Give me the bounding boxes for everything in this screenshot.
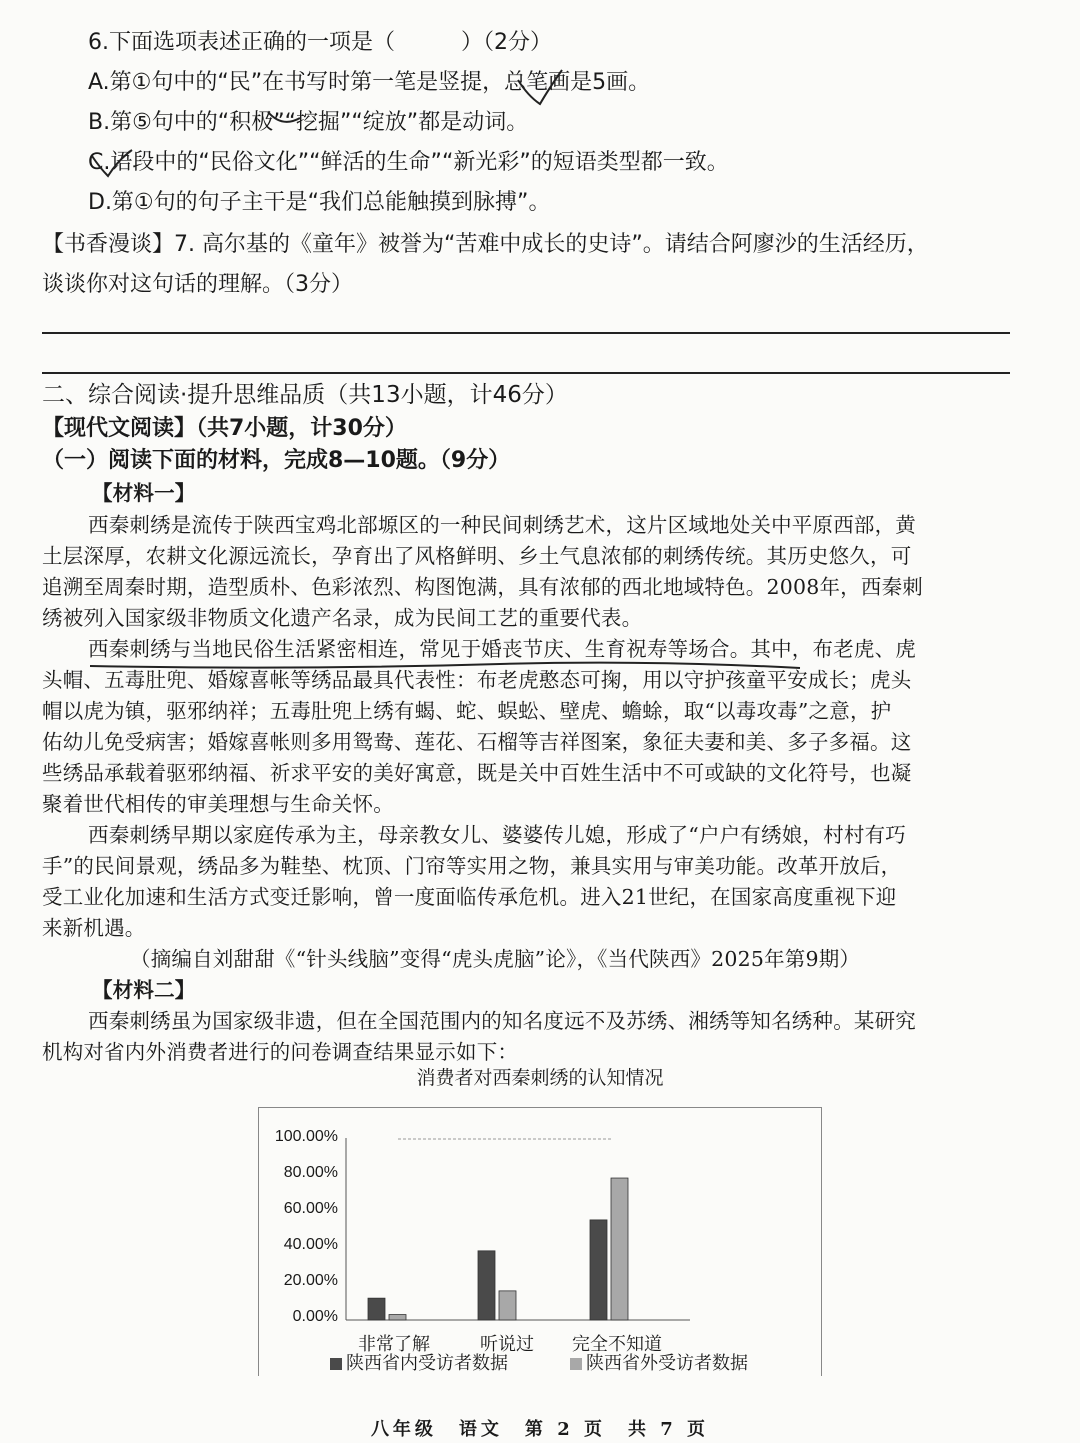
material1-line: 些绣品承载着驱邪纳福、祈求平安的美好寓意，既是关中百姓生活中不可或缺的文化符号，也凝 — [42, 761, 912, 785]
q6-option-a: A.第①句中的“民”在书写时第一笔是竖提，总笔画是5画。 — [88, 70, 651, 95]
material1-line: 受工业化加速和生活方式变迁影响，曾一度面临传承危机。进入21世纪，在国家高度重视下迎 — [42, 885, 897, 909]
bar-outside-2 — [611, 1178, 628, 1320]
q6-option-b: B.第⑤句中的“积极”“挖掘”“绽放”都是动词。 — [88, 110, 529, 135]
x-category-label: 完全不知道 — [572, 1334, 662, 1355]
legend-swatch — [330, 1358, 342, 1370]
bar-outside-0 — [389, 1315, 406, 1320]
material1-line: 西秦刺绣是流传于陕西宝鸡北部塬区的一种民间刺绣艺术，这片区域地处关中平原西部，黄 — [88, 513, 916, 537]
material1-line: 聚着世代相传的审美理想与生命关怀。 — [42, 792, 394, 816]
q6-option-c: C.语段中的“民俗文化”“鲜活的生命”“新光彩”的短语类型都一致。 — [88, 150, 729, 175]
material1-line: 手”的民间景观，绣品多为鞋垫、枕顶、门帘等实用之物，兼具实用与审美功能。改革开放后， — [42, 854, 902, 878]
material1-line: 来新机遇。 — [42, 916, 146, 940]
q6-option-d: D.第①句的句子主干是“我们总能触摸到脉搏”。 — [88, 190, 551, 215]
q7-line2: 谈谈你对这句话的理解。（3分） — [42, 272, 353, 297]
bar-outside-1 — [499, 1291, 516, 1320]
legend-label: 陕西省内受访者数据 — [346, 1353, 508, 1374]
legend-label: 陕西省外受访者数据 — [586, 1353, 748, 1374]
x-category-label: 非常了解 — [358, 1334, 430, 1355]
bar-inside-2 — [590, 1220, 607, 1320]
material1-source: （摘编自刘甜甜《“针头线脑”变得“虎头虎脑”论》，《当代陕西》2025年第9期） — [130, 947, 861, 971]
material1-line: 追溯至周秦时期，造型质朴、色彩浓烈、构图饱满，具有浓郁的西北地域特色。2008年，西秦刺 — [42, 575, 923, 599]
legend-item-outside — [570, 1349, 748, 1375]
bar-inside-1 — [478, 1251, 495, 1320]
section-subtitle: 【现代文阅读】（共7小题，计30分） — [42, 416, 407, 441]
q6-stem: 6.下面选项表述正确的一项是（ ）（2分） — [88, 30, 552, 55]
page-footer: 八年级 语文 第 2 页 共 7 页 — [370, 1419, 710, 1440]
material1-line: 佑幼儿免受病害；婚嫁喜帐则多用鸳鸯、莲花、石榴等吉祥图案，象征夫妻和美、多子多福。这 — [42, 730, 912, 754]
y-tick-label: 40.00% — [283, 1236, 338, 1253]
bar-inside-0 — [368, 1298, 385, 1320]
material1-line: 绣被列入国家级非物质文化遗产名录，成为民间工艺的重要代表。 — [42, 606, 643, 630]
x-category-label: 听说过 — [480, 1334, 534, 1355]
legend-item-inside — [330, 1349, 508, 1375]
material1-label: 【材料一】 — [92, 481, 196, 505]
y-tick-label: 80.00% — [283, 1164, 338, 1181]
material1-line: 土层深厚，农耕文化源远流长，孕育出了风格鲜明、乡土气息浓郁的刺绣传统。其历史悠久，可 — [42, 544, 912, 568]
q7-line1: 【书香漫谈】7. 高尔基的《童年》被誉为“苦难中成长的史诗”。请结合阿廖沙的生活经历， — [42, 232, 929, 257]
material1-line: 头帽、五毒肚兜、婚嫁喜帐等绣品最具代表性：布老虎憨态可掬，用以守护孩童平安成长；虎头 — [42, 668, 912, 692]
part-heading: （一）阅读下面的材料，完成8—10题。（9分） — [42, 448, 511, 473]
section-title: 二、综合阅读·提升思维品质（共13小题，计46分） — [42, 382, 568, 408]
material2-label: 【材料二】 — [92, 978, 196, 1002]
y-tick-label: 100.00% — [274, 1128, 338, 1145]
y-tick-label: 20.00% — [283, 1272, 338, 1289]
chart-title: 消费者对西秦刺绣的认知情况 — [416, 1067, 664, 1089]
material2-line: 西秦刺绣虽为国家级非遗，但在全国范围内的知名度远不及苏绣、湘绣等知名绣种。某研究 — [88, 1009, 916, 1033]
material1-line: 西秦刺绣与当地民俗生活紧密相连，常见于婚丧节庆、生育祝寿等场合。其中，布老虎、虎 — [88, 637, 916, 661]
y-tick-label: 0.00% — [292, 1308, 338, 1325]
y-tick-label: 60.00% — [283, 1200, 338, 1217]
material2-line: 机构对省内外消费者进行的问卷调查结果显示如下： — [42, 1040, 519, 1064]
material1-line: 帽以虎为镇，驱邪纳祥；五毒肚兜上绣有蝎、蛇、蜈蚣、壁虎、蟾蜍，取“以毒攻毒”之意，护 — [42, 699, 892, 723]
legend-swatch — [570, 1358, 582, 1370]
material1-line: 西秦刺绣早期以家庭传承为主，母亲教女儿、婆婆传儿媳，形成了“户户有绣娘，村村有巧 — [88, 823, 906, 847]
